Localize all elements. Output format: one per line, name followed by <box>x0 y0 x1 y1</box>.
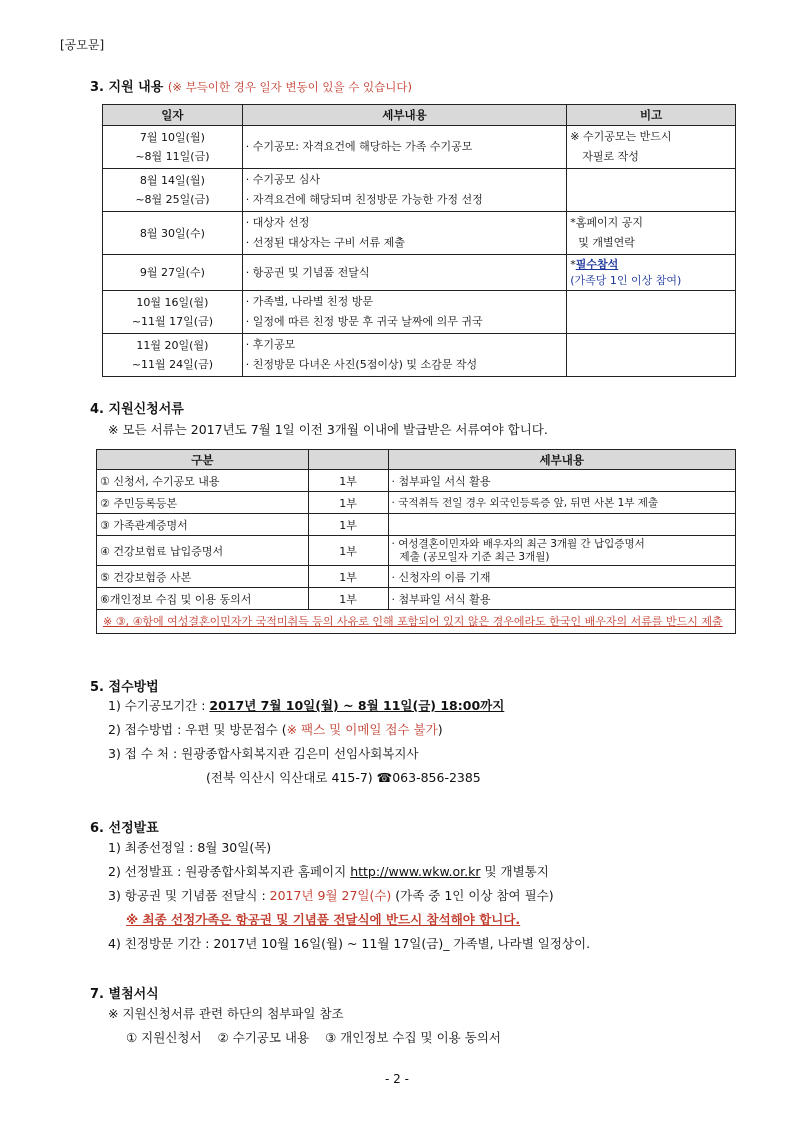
submission-period-value: 2017년 7월 10일(월) ~ 8월 11일(금) 18:00까지 <box>209 698 505 713</box>
row-date: 7월 10일(월) ~8월 11일(금) <box>103 126 243 169</box>
doc-name: ⑥개인정보 수집 및 이용 동의서 <box>97 588 309 610</box>
row-date: 8월 30일(수) <box>103 212 243 255</box>
row-date: 8월 14일(월) ~8월 25일(금) <box>103 169 243 212</box>
table-row <box>97 470 736 492</box>
row-remark <box>567 334 736 377</box>
submission-period: 1) 수기공모기간 : 2017년 7월 10일(월) ~ 8월 11일(금) 18:00까지 <box>108 698 505 713</box>
header-remark: 비고 <box>567 105 736 126</box>
row-desc: · 가족별, 나라별 친정 방문 · 일정에 따른 친정 방문 후 귀국 날짜에 의무 귀국 <box>242 291 566 334</box>
row-desc: · 대상자 선정 · 선정된 대상자는 구비 서류 제출 <box>242 212 566 255</box>
doc-detail: · 첨부파일 서식 활용 <box>388 470 735 492</box>
remark-sub: (가족당 1인 이상 참여) <box>570 273 682 287</box>
remark-star: * <box>570 257 576 271</box>
doc-count: 1부 <box>308 470 388 492</box>
doc-detail <box>388 514 735 536</box>
header-category: 구분 <box>97 450 309 470</box>
section-5-heading: 5. 접수방법 <box>90 680 159 695</box>
doc-name: ⑤ 건강보험증 사본 <box>97 566 309 588</box>
table-row <box>103 334 736 377</box>
documents-footnote: ※ ③, ④항에 여성결혼이민자가 국적미취득 등의 사유로 인해 포함되어 있지 않은 경우에라도 한국인 배우자의 서류를 반드시 제출 <box>97 610 736 634</box>
doc-name: ③ 가족관계증명서 <box>97 514 309 536</box>
row-remark <box>567 169 736 212</box>
doc-count: 1부 <box>308 536 388 566</box>
row-date: 11월 20일(월) ~11월 24일(금) <box>103 334 243 377</box>
table-row <box>97 514 736 536</box>
section-4-heading: 4. 지원신청서류 <box>90 402 184 417</box>
header-detail: 세부내용 <box>242 105 566 126</box>
row-desc: · 수기공모: 자격요건에 해당하는 가족 수기공모 <box>242 126 566 169</box>
table-row <box>97 492 736 514</box>
header-date: 일자 <box>103 105 243 126</box>
section-4-intro: ※ 모든 서류는 2017년도 7월 1일 이전 3개월 이내에 발급받은 서류여야 합니다. <box>108 422 548 437</box>
row-remark: ※ 수기공모는 반드시 자필로 작성 <box>567 126 736 169</box>
table-row <box>97 610 736 634</box>
doc-name: ① 신청서, 수기공모 내용 <box>97 470 309 492</box>
row-remark: *홈페이지 공지 및 개별연락 <box>567 212 736 255</box>
submission-office: 3) 접 수 처 : 원광종합사회복지관 김은미 선임사회복지사 <box>108 746 419 761</box>
table-row <box>103 291 736 334</box>
table-row <box>97 588 736 610</box>
ceremony-line: 3) 항공권 및 기념품 전달식 : 2017년 9월 27일(수) (가족 중 1인 이상 참여 필수) <box>108 888 554 903</box>
section-3-title: 3. 지원 내용 <box>90 80 164 95</box>
submission-address: (전북 익산시 익산대로 415-7) ☎063-856-2385 <box>206 770 481 785</box>
header-count <box>308 450 388 470</box>
doc-detail: · 신청자의 이름 기재 <box>388 566 735 588</box>
table-row <box>97 536 736 566</box>
doc-count: 1부 <box>308 588 388 610</box>
doc-name: ④ 건강보험료 납입증명서 <box>97 536 309 566</box>
section-7-heading: 7. 별첨서식 <box>90 987 159 1002</box>
doc-detail: · 국적취득 전일 경우 외국인등록증 앞, 뒤면 사본 1부 제출 <box>388 492 735 514</box>
attachment-note: ※ 지원신청서류 관련 하단의 첨부파일 참조 <box>108 1006 344 1021</box>
visit-period: 4) 친정방문 기간 : 2017년 10월 16일(월) ~ 11월 17일(금)_ 가족별, 나라별 일정상이. <box>108 936 591 951</box>
ceremony-date: 2017년 9월 27일(수) <box>269 888 392 903</box>
homepage-link[interactable]: http://www.wkw.or.kr <box>350 864 481 879</box>
mandatory-attendance: 필수참석 <box>575 257 619 271</box>
attendance-warning: ※ 최종 선정가족은 항공권 및 기념품 전달식에 반드시 참석해야 합니다. <box>126 912 521 927</box>
doc-detail: · 첨부파일 서식 활용 <box>388 588 735 610</box>
section-3-note: (※ 부득이한 경우 일자 변동이 있을 수 있습니다) <box>167 80 412 94</box>
row-desc: · 수기공모 심사 · 자격요건에 해당되며 친정방문 가능한 가정 선정 <box>242 169 566 212</box>
table-row <box>103 169 736 212</box>
doc-name: ② 주민등록등본 <box>97 492 309 514</box>
table-row <box>103 126 736 169</box>
attachment-list: ① 지원신청서 ② 수기공모 내용 ③ 개인정보 수집 및 이용 동의서 <box>126 1030 501 1045</box>
doc-count: 1부 <box>308 514 388 536</box>
table-header-row <box>97 450 736 470</box>
table-header-row <box>103 105 736 126</box>
row-desc: · 후기공모 · 친정방문 다녀온 사진(5점이상) 및 소감문 작성 <box>242 334 566 377</box>
table-row <box>103 212 736 255</box>
page-number: - 2 - <box>385 1072 409 1086</box>
section-6-heading: 6. 선정발표 <box>90 821 159 836</box>
table-row <box>103 255 736 291</box>
submission-method: 2) 접수방법 : 우편 및 방문접수 (※ 팩스 및 이메일 접수 불가) <box>108 722 443 737</box>
row-date: 10월 16일(월) ~11월 17일(금) <box>103 291 243 334</box>
row-desc: · 항공권 및 기념품 전달식 <box>242 255 566 291</box>
header-detail: 세부내용 <box>388 450 735 470</box>
doc-count: 1부 <box>308 492 388 514</box>
row-date: 9월 27일(수) <box>103 255 243 291</box>
row-remark <box>567 255 736 291</box>
selection-announcement: 2) 선정발표 : 원광종합사회복지관 홈페이지 http://www.wkw.or.kr 및 개별통지 <box>108 864 549 879</box>
doc-count: 1부 <box>308 566 388 588</box>
table-row <box>97 566 736 588</box>
doc-tag: [공모문] <box>60 38 105 52</box>
support-schedule-table <box>102 104 736 377</box>
doc-detail: · 여성결혼이민자와 배우자의 최근 3개월 간 납입증명서 제출 (공모일자 기준 최근 3개월) <box>388 536 735 566</box>
row-remark <box>567 291 736 334</box>
no-fax-email-note: ※ 팩스 및 이메일 접수 불가 <box>286 722 438 737</box>
final-selection-date: 1) 최종선정일 : 8월 30일(목) <box>108 840 272 855</box>
documents-table <box>96 449 736 634</box>
section-3-heading <box>90 76 412 95</box>
